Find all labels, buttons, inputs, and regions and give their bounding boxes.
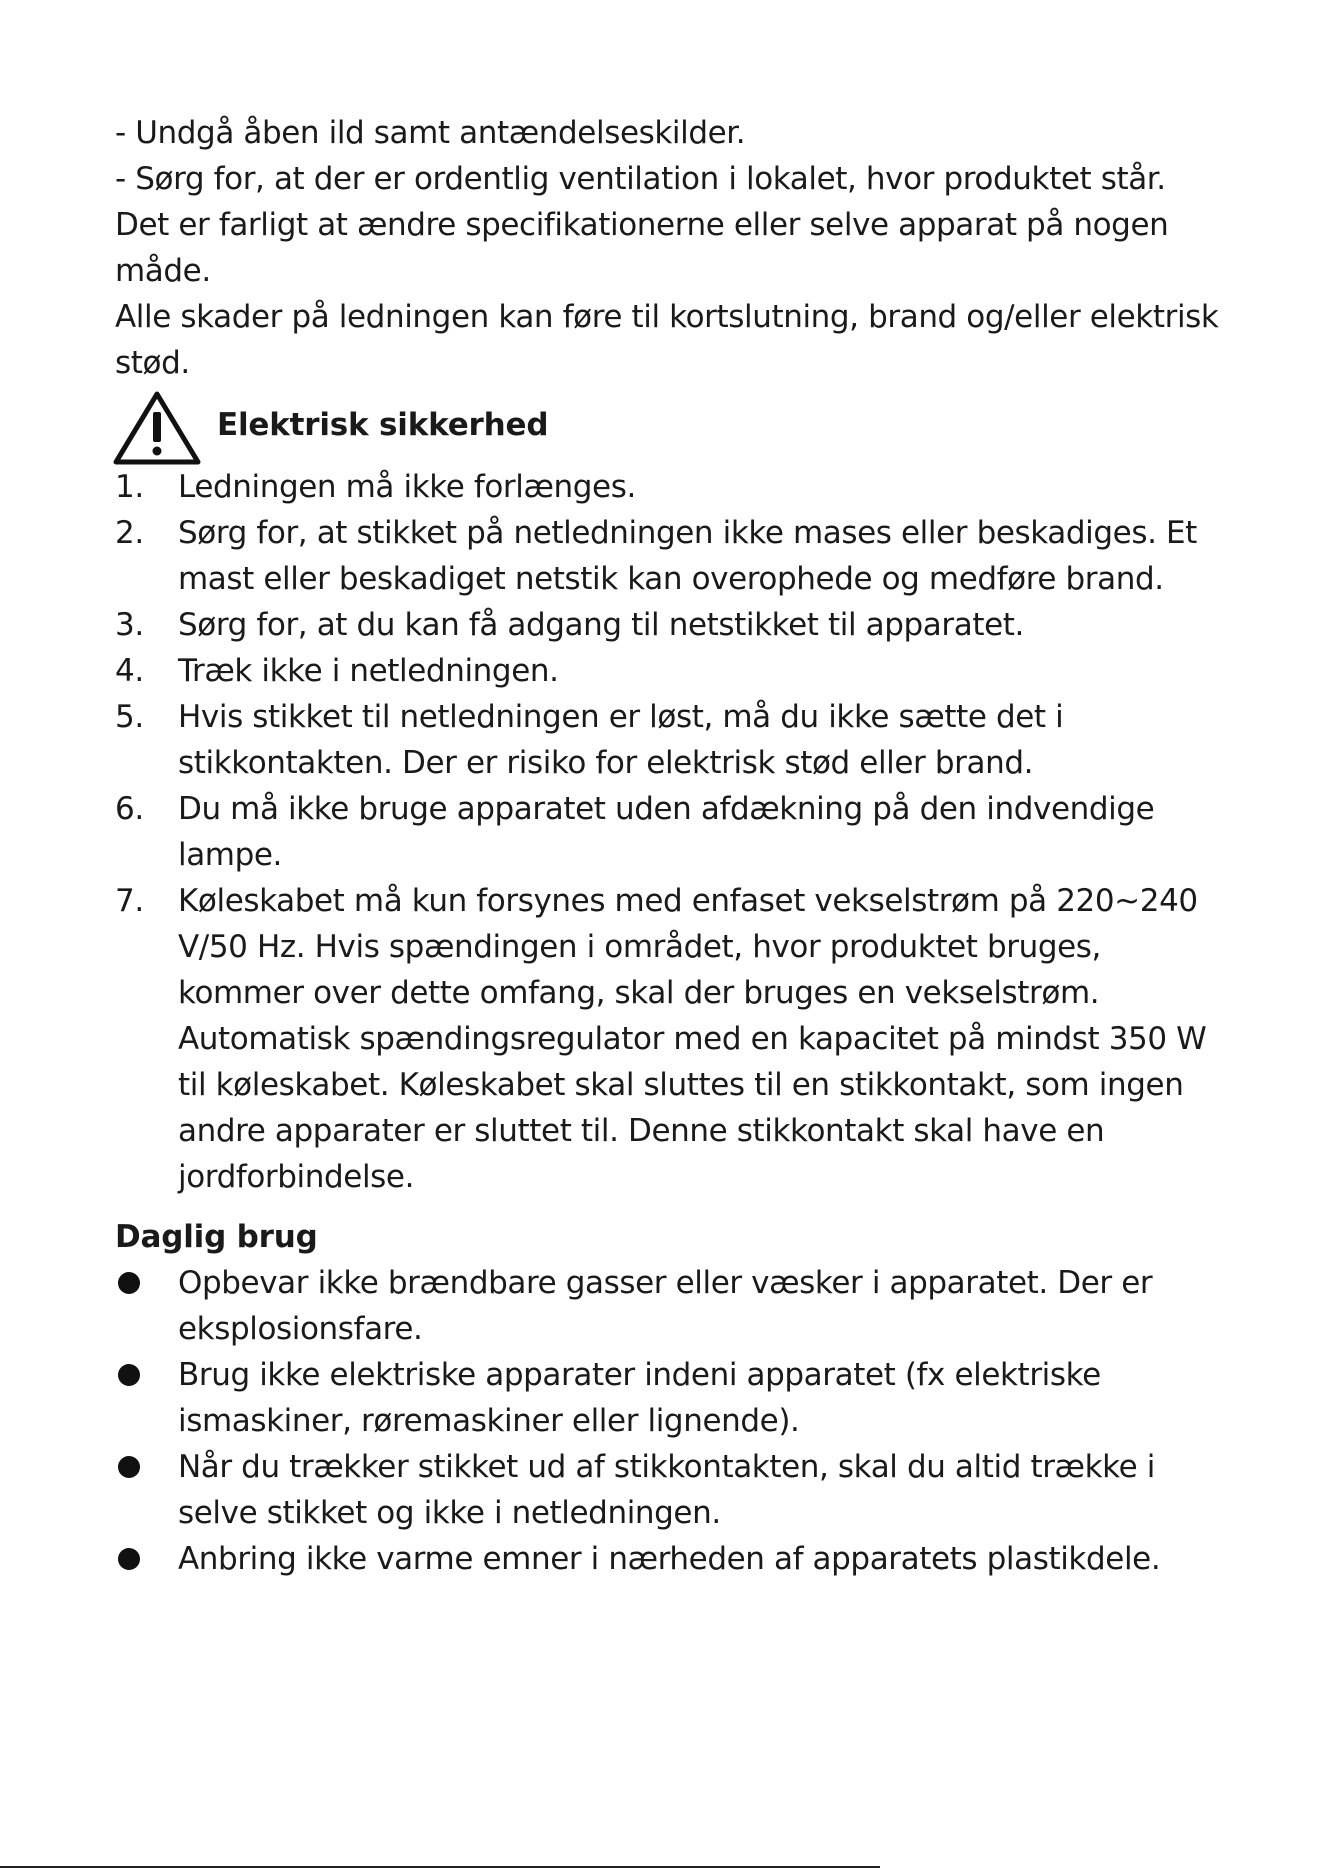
electrical-safety-list — [115, 464, 1225, 1200]
list-item — [115, 602, 1225, 648]
item-text: Sørg for, at du kan få adgang til netstikket til apparatet. — [178, 607, 1024, 643]
item-text: Du må ikke bruge apparatet uden afdækning på den indvendige lampe. — [178, 791, 1155, 873]
list-item — [115, 694, 1225, 786]
item-number: 4. — [115, 653, 144, 689]
item-number: 5. — [115, 699, 144, 735]
list-item — [115, 1536, 1225, 1582]
list-item — [115, 510, 1225, 602]
item-number: 2. — [115, 515, 144, 551]
list-item — [115, 786, 1225, 878]
list-item — [115, 1352, 1225, 1444]
item-text: Når du trækker stikket ud af stikkontakten, skal du altid trække i selve stikket og ikke i netledningen. — [178, 1449, 1155, 1531]
daily-use-title: Daglig brug — [115, 1219, 318, 1255]
item-number: 1. — [115, 469, 144, 505]
intro-line-ventilation: - Sørg for, at der er ordentlig ventilation i lokalet, hvor produktet står. — [115, 161, 1166, 197]
item-text: Anbring ikke varme emner i nærheden af apparatets plastikdele. — [178, 1541, 1161, 1577]
item-text: Opbevar ikke brændbare gasser eller væsker i apparatet. Der er eksplosionsfare. — [178, 1265, 1153, 1347]
item-number: 6. — [115, 791, 144, 827]
list-item — [115, 648, 1225, 694]
list-item — [115, 1444, 1225, 1536]
electrical-safety-heading — [115, 386, 1225, 464]
item-text: Hvis stikket til netledningen er løst, må du ikke sætte det i stikkontakten. Der er risiko for elektrisk stød eller brand. — [178, 699, 1064, 781]
bullet-dot-icon — [118, 1456, 140, 1478]
item-text: Træk ikke i netledningen. — [178, 653, 559, 689]
item-text: Ledningen må ikke forlænges. — [178, 469, 636, 505]
intro-line-ignition: - Undgå åben ild samt antændelseskilder. — [115, 115, 746, 151]
document-page — [115, 110, 1225, 1582]
item-number: 7. — [115, 883, 144, 919]
list-item — [115, 878, 1225, 1200]
electrical-safety-title: Elektrisk sikkerhed — [217, 407, 549, 443]
list-item — [115, 1260, 1225, 1352]
footer-rule — [0, 1866, 880, 1868]
item-number: 3. — [115, 607, 144, 643]
intro-line-modification: Det er farligt at ændre specifikationerne eller selve apparat på nogen måde. — [115, 207, 1169, 289]
item-text: Brug ikke elektriske apparater indeni apparatet (fx elektriske ismaskiner, røremaskiner eller lignende). — [178, 1357, 1101, 1439]
item-text: Sørg for, at stikket på netledningen ikke mases eller beskadiges. Et mast eller beskadiget netstik kan overophede og medføre brand. — [178, 515, 1197, 597]
bullet-dot-icon — [118, 1272, 140, 1294]
bullet-dot-icon — [118, 1364, 140, 1386]
list-item — [115, 464, 1225, 510]
daily-use-list — [115, 1260, 1225, 1582]
item-text: Køleskabet må kun forsynes med enfaset vekselstrøm på 220~240 V/50 Hz. Hvis spændingen i området, hvor produktet bruges, kommer over dette omfang, skal der bruges en vekselstrøm. Automatisk spændingsregulator med en kapacitet på mindst 350 W til køleskabet. Køleskabet skal sluttes til en stikkontakt, som ingen andre apparater er sluttet til. Denne stikkontakt skal have en jordforbindelse. — [178, 883, 1207, 1195]
bullet-dot-icon — [118, 1548, 140, 1570]
intro-line-cable-damage: Alle skader på ledningen kan føre til kortslutning, brand og/eller elektrisk stød. — [115, 299, 1219, 381]
warning-triangle-icon — [113, 390, 201, 466]
